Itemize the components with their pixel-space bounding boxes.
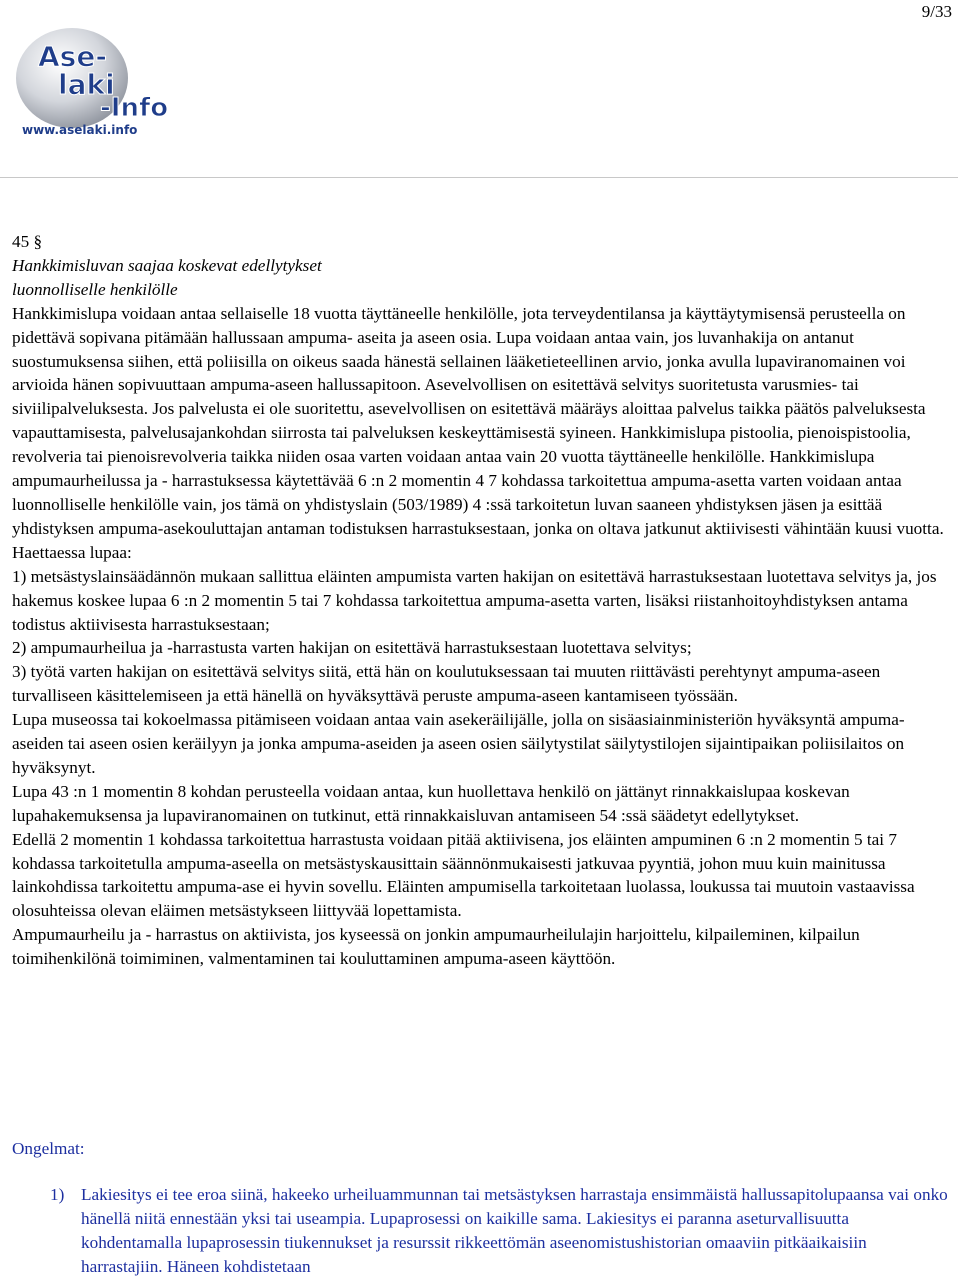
aselaki-info-logo (14, 28, 194, 140)
section-symbol: § (33, 232, 43, 251)
law-text (12, 230, 947, 971)
section-title-line1: Hankkimisluvan saajaa koskevat edellytykset (12, 255, 322, 275)
paragraph-4: 2) ampumaurheilua ja -harrastusta varten hakijan on esitettävä harrastuksestaan luotettava selvitys; (12, 638, 692, 658)
section-number: 45 § (12, 232, 43, 251)
page-number: 9/33 (921, 2, 952, 21)
logo-graphic (14, 28, 194, 140)
paragraph-8: Edellä 2 momentin 1 kohdassa tarkoitettua harrastusta voidaan pitää aktiivisena, jos eläinten ampuminen 6 :n 2 momentin 5 tai 7 kohdassa tarkoitetulla ampuma-aseella on metsästyskausittain säännönmukaisesti jatkuvaa pyyntiä, johon muu kuin mainitussa lainkohdissa tarkoitettu ampuma-ase ei hyvin sovellu. Eläinten ampumisella tarkoitetaan luolassa, loukussa tai muutoin vastaavissa olosuhteissa olevan eläimen metsästykseen liittyvää lopettamista. (12, 829, 915, 921)
problems-section (12, 1137, 948, 1276)
paragraph-3: 1) metsästyslainsäädännön mukaan sallittua eläinten ampumista varten hakijan on esitettävä harrastuksestaan luotettava selvitys ja, jos hakemus koskee lupaa 6 :n 2 momentin 5 tai 7 kohdassa tarkoitettua ampuma-asetta varten, lisäksi riistanhoitoyhdistyksen antama todistus aktiivisesta harrastuksestaan; (12, 566, 937, 634)
logo-line3: -Info (100, 93, 169, 123)
paragraph-1: Hankkimislupa voidaan antaa sellaiselle 18 vuotta täyttäneelle henkilölle, jota terveydentilansa ja käyttäytymisensä perusteella on pidettävä sopivana pitämään hallussaan ampuma- aseita ja aseen osia. Lupa voidaan antaa vain, jos luvanhakija on antanut suostumuksensa siihen, että poliisilla on oikeus saada hänestä sellainen lääketieteellinen arvio, jonka avulla lupaviranomainen voi arvioida hänen sopivuuttaan ampuma-aseen hallussapitoon. Asevelvollisen on esitettävä selvitys suoritetusta varusmies- tai siviilipalveluksesta. Jos palvelusta ei ole suoritettu, asevelvollisen on esitettävä määräys aloittaa palvelus taikka päätös palveluksesta vapauttamisesta, palvelusajankohdan siirrosta tai palveluksen keskeyttämisestä syineen. Hankkimislupa pistoolia, pienoispistoolia, revolveria tai pienoisrevolveria taikka niiden osaa varten voidaan antaa vain 20 vuotta täyttäneelle henkilölle. Hankkimislupa ampumaurheilussa ja - harrastuksessa käytettävää 6 :n 2 momentin 4 7 kohdassa tarkoitettua ampuma-asetta varten voidaan antaa luonnolliselle henkilölle vain, jos tämä on yhdistyslain (503/1989) 4 :ssä tarkoitetun luvan saaneen yhdistyksen jäsen ja esittää yhdistyksen ampuma-asekouluttajan antaman todistuksen harrastuksestaan, jonka on oltava jatkunut aktiivisesti vähintään kuusi vuotta. (12, 303, 944, 538)
paragraph-7: Lupa 43 :n 1 momentin 8 kohdan perusteella voidaan antaa, kun huollettava henkilö on jättänyt rinnakkaislupaa koskevan lupahakemuksensa ja lupaviranomainen on tutkinut, että rinnakkaisluvan antamiseen 54 :ssä säädetyt edellytykset. (12, 781, 850, 825)
header-divider (0, 177, 958, 178)
problem-item-number: 1) (50, 1185, 65, 1204)
problems-heading: Ongelmat: (12, 1139, 85, 1158)
paragraph-5: 3) työtä varten hakijan on esitettävä selvitys siitä, että hän on koulutuksessaan tai muuten riittävästi perehtynyt ampuma-aseen turvalliseen käsittelemiseen ja että hänellä on hyväksyttävä peruste ampuma-aseen kantamiseen työssään. (12, 662, 881, 706)
paragraph-2: Haettaessa lupaa: (12, 542, 132, 562)
problem-item-text: Lakiesitys ei tee eroa siinä, hakeeko urheiluammunnan tai metsästyksen harrastaja ensimmäistä hallussapitolupaansa vai onko hänellä niitä ennestään yksi tai useampia. Lupaprosessi on kaikille sama. Lakiesitys ei paranna aseturvallisuutta kohdentamalla lupaprosessin tiukennukset ja resurssit rikkeettömän aseenomistushistorian omaaviin pitkäaikaisiin harrastajiin. Häneen kohdistetaan (81, 1185, 948, 1276)
logo-url: www.aselaki.info (22, 123, 138, 137)
section-title-line2: luonnolliselle henkilölle (12, 279, 178, 299)
paragraph-6: Lupa museossa tai kokoelmassa pitämiseen voidaan antaa vain asekeräilijälle, jolla on sisäasiainministeriön hyväksyntä ampuma-aseiden tai aseen osien keräilyyn ja jonka ampuma-aseiden ja aseen osien säilytystilat säilytystilojen sijaintipaikan poliisilaitos on hyväksynyt. (12, 710, 905, 777)
logo-line2: laki (58, 68, 115, 101)
paragraph-9: Ampumaurheilu ja - harrastus on aktiivista, jos kyseessä on jonkin ampumaurheilulajin harjoittelu, kilpaileminen, kilpailun toimihenkilönä toimiminen, valmentaminen tai kouluttaminen ampuma-aseen käyttöön. (12, 925, 860, 969)
logo-line1: Ase- (38, 40, 107, 73)
